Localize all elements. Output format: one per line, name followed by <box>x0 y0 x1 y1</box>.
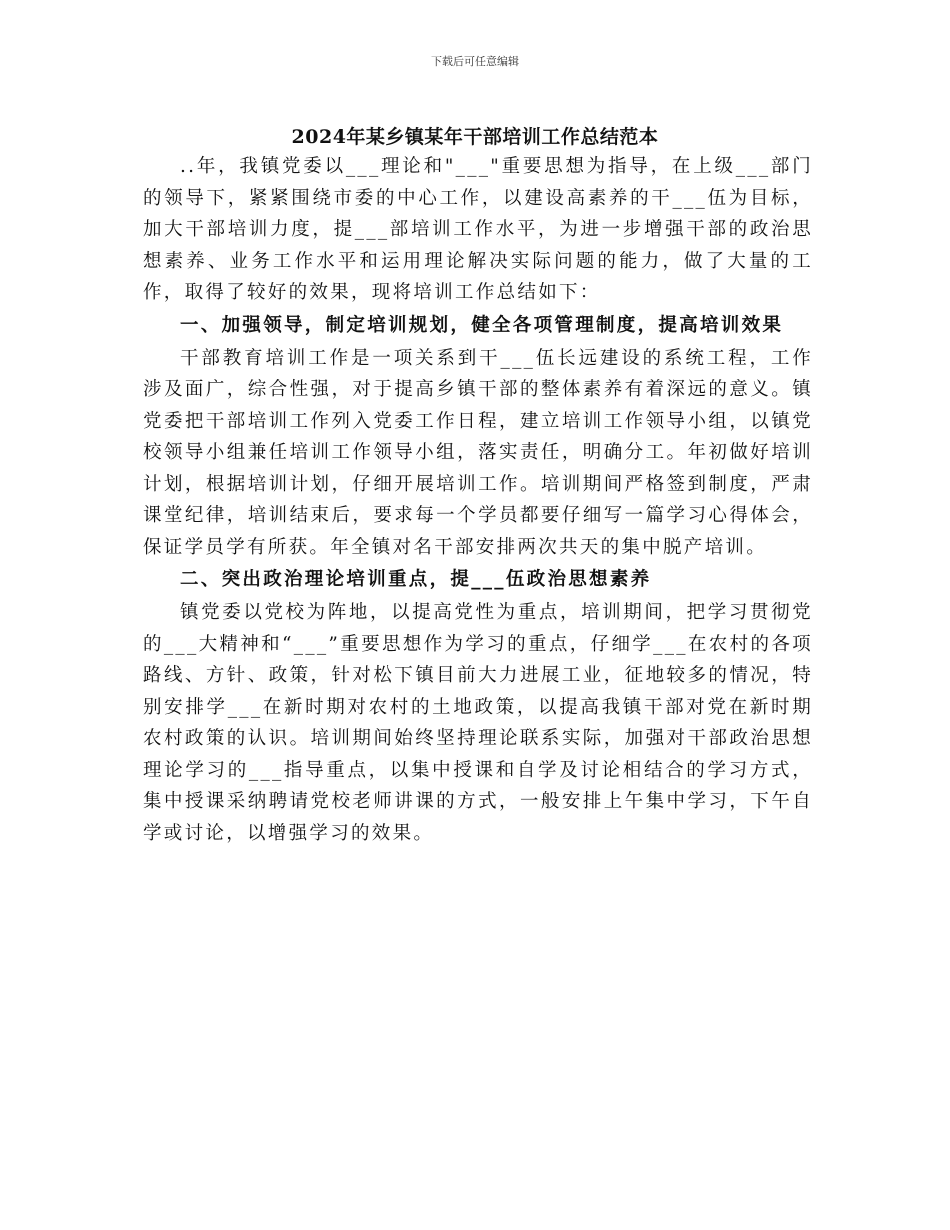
section-paragraph-2: 镇党委以党校为阵地，以提高党性为重点，培训期间，把学习贯彻党的___大精神和“___”重要思想作为学习的重点，仔细学___在农村的各项路线、方针、政策，针对松下镇目前大力进展工业，征地较多的情况，特别安排学___在新时期对农村的土地政策，以提高我镇干部对党在新时期农村政策的认识。培训期间始终坚持理论联系实际，加强对干部政治思想理论学习的___指导重点，以集中授课和自学及讨论相结合的学习方式，集中授课采纳聘请党校老师讲课的方式，一般安排上午集中学习，下午自学或讨论，以增强学习的效果。 <box>143 602 813 844</box>
intro-paragraph: ..年，我镇党委以___理论和"___"重要思想为指导，在上级___部门的领导下，紧紧围绕市委的中心工作，以建设高素养的干___伍为目标，加大干部培训力度，提___部培训工作水平，为进一步增强干部的政治思想素养、业务工作水平和运用理论解决实际问题的能力，做了大量的工作，取得了较好的效果，现将培训工作总结如下： <box>143 156 813 303</box>
section-heading-1: 一、加强领导，制定培训规划，健全各项管理制度，提高培训效果 <box>180 314 784 336</box>
section-paragraph-1: 干部教育培训工作是一项关系到干___伍长远建设的系统工程，工作涉及面广，综合性强，对于提高乡镇干部的整体素养有着深远的意义。镇党委把干部培训工作列入党委工作日程，建立培训工作领导小组，以镇党校领导小组兼任培训工作领导小组，落实责任，明确分工。年初做好培训计划，根据培训计划，仔细开展培训工作。培训期间严格签到制度，严肃课堂纪律，培训结束后，要求每一个学员都要仔细写一篇学习心得体会，保证学员学有所获。年全镇对名干部安排两次共天的集中脱产培训。 <box>143 347 813 558</box>
page-header-note: 下载后可任意编辑 <box>431 55 519 68</box>
document-title: 2024年某乡镇某年干部培训工作总结范本 <box>291 126 659 148</box>
section-heading-2: 二、突出政治理论培训重点，提___伍政治思想素养 <box>180 569 652 590</box>
document-body <box>143 151 813 849</box>
